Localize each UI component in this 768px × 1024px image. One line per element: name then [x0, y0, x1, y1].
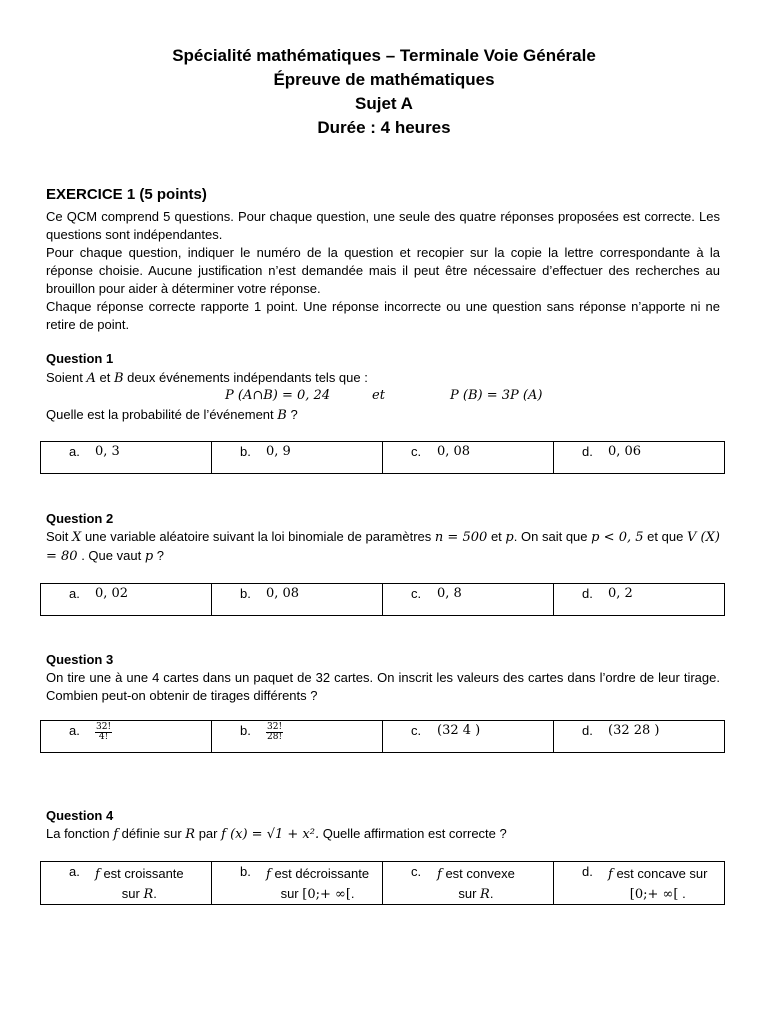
- header-line-3: Sujet A: [355, 94, 413, 113]
- exercise-intro-3: Chaque réponse correcte rapporte 1 point. Une réponse incorrecte ou une question sans réponse n’apporte ni ne retire de point.: [46, 299, 720, 332]
- answer-letter: d.: [582, 586, 593, 601]
- answer-letter: c.: [411, 586, 422, 601]
- question-2-answers: [40, 583, 725, 616]
- question-4-title: Question 4: [46, 808, 114, 823]
- answer-value: 0, 02: [95, 586, 129, 601]
- header-line-4: Durée : 4 heures: [317, 118, 451, 137]
- text: que: [661, 529, 684, 544]
- text: . Que vaut: [81, 548, 142, 563]
- math-var: p: [144, 549, 154, 564]
- math-var: B: [113, 371, 124, 386]
- text: est concave sur: [616, 866, 708, 881]
- answer-value: (32 28 ): [608, 723, 660, 738]
- question-2-text: [46, 528, 720, 566]
- math-var: f: [608, 867, 613, 882]
- text: est convexe: [445, 866, 515, 881]
- text: ?: [290, 407, 298, 422]
- answer-cell[interactable]: [212, 584, 383, 616]
- text: et: [647, 529, 659, 544]
- fraction-numerator: 32!: [267, 722, 283, 732]
- answer-value: 0, 8: [437, 586, 462, 601]
- question-4-answers: [40, 861, 725, 905]
- header-line-1: Spécialité mathématiques – Terminale Voie Générale: [172, 46, 596, 65]
- answer-letter: a.: [69, 586, 80, 601]
- answer-value: 0, 2: [608, 586, 633, 601]
- answer-letter: b.: [240, 444, 251, 459]
- math-var: X: [72, 530, 82, 545]
- text: La fonction: [46, 826, 110, 841]
- answer-letter: d.: [582, 444, 593, 459]
- answer-value: (32 4 ): [437, 723, 481, 738]
- answer-cell[interactable]: [554, 584, 725, 616]
- text: est croissante: [103, 866, 184, 881]
- exercise-intro-1: Ce QCM comprend 5 questions. Pour chaque question, une seule des quatre réponses proposées est correcte. Les questions sont indépendantes.: [46, 209, 720, 242]
- answer-value: 0, 9: [266, 444, 291, 459]
- answer-text: [266, 864, 369, 904]
- answer-value: 0, 06: [608, 444, 642, 459]
- math-expr: f (x) = √1 + x².: [221, 827, 320, 842]
- math-expr: V (X) = 80: [46, 530, 720, 564]
- question-1-ask: [46, 406, 720, 425]
- answer-letter: b.: [240, 864, 251, 879]
- text: sur: [458, 886, 477, 901]
- question-1-et: et: [372, 388, 385, 403]
- text: est décroissante: [274, 866, 370, 881]
- answer-letter: d.: [582, 864, 593, 879]
- math-var: R: [143, 887, 154, 902]
- answer-cell[interactable]: [554, 721, 725, 753]
- answer-cell[interactable]: [383, 721, 554, 753]
- fraction: [95, 723, 112, 742]
- answer-cell[interactable]: [212, 442, 383, 474]
- text: Soit: [46, 529, 69, 544]
- text: Soient: [46, 370, 83, 385]
- answer-text: [95, 864, 184, 904]
- text: une variable aléatoire suivant la loi binomiale de paramètres: [84, 529, 432, 544]
- text: .: [682, 886, 686, 901]
- math-var: A: [86, 371, 96, 386]
- question-1-answers: [40, 441, 725, 474]
- answer-text: [608, 864, 707, 904]
- answer-cell[interactable]: [41, 862, 212, 905]
- answer-letter: c.: [411, 723, 422, 738]
- question-1-text: [46, 369, 720, 388]
- answer-cell[interactable]: [383, 584, 554, 616]
- answer-cell[interactable]: [554, 442, 725, 474]
- answer-letter: b.: [240, 723, 251, 738]
- answer-cell[interactable]: [554, 862, 725, 905]
- math-var: R: [480, 887, 490, 902]
- text: .: [489, 886, 494, 901]
- answer-value: 0, 3: [95, 444, 120, 459]
- answer-cell[interactable]: [41, 584, 212, 616]
- header-line-2: Épreuve de mathématiques: [273, 70, 495, 89]
- text: et: [99, 370, 111, 385]
- math-var: B: [277, 408, 287, 423]
- exercise-intro-2: Pour chaque question, indiquer le numéro de la question et recopier sur la copie la lettre correspondante à la réponse choisie. Aucune justification n’est demandée mais il peut être nécessaire d’effectuer des recherches au brouillon pour aider à déterminer votre réponse.: [46, 245, 720, 296]
- answer-value: 0, 08: [437, 444, 471, 459]
- fraction-numerator: 32!: [96, 722, 112, 732]
- answer-cell[interactable]: [383, 442, 554, 474]
- text: Quelle affirmation est correcte ?: [322, 826, 507, 841]
- math-var: f: [113, 827, 119, 842]
- answer-letter: a.: [69, 864, 80, 879]
- text: Quelle est la probabilité de l’événement: [46, 407, 274, 422]
- question-3-answers: [40, 720, 725, 753]
- answer-cell[interactable]: [212, 721, 383, 753]
- exercise-title: EXERCICE 1 (5 points): [46, 186, 207, 203]
- question-2-title: Question 2: [46, 511, 114, 526]
- question-3-text: On tire une à une 4 cartes dans un paquet de 32 cartes. On inscrit les valeurs des cartes dans l’ordre de leur tirage. Combien peut-on obtenir de tirages différents ?: [46, 670, 720, 703]
- fraction-denominator: 28!: [267, 732, 283, 742]
- answer-letter: b.: [240, 586, 251, 601]
- math-expr: n = 500: [434, 530, 488, 545]
- math-var: p: [505, 530, 514, 545]
- question-1-condition-1: P (A∩B) = 0, 24: [225, 388, 331, 403]
- answer-cell[interactable]: [41, 442, 212, 474]
- answer-cell[interactable]: [212, 862, 383, 905]
- question-1-condition-2: P (B) = 3P (A): [450, 388, 543, 403]
- answer-text: [437, 864, 515, 904]
- text: .: [350, 886, 355, 901]
- text: .: [153, 886, 157, 901]
- text: deux événements indépendants tels que :: [127, 370, 368, 385]
- text: par: [198, 826, 218, 841]
- math-var: R: [185, 827, 196, 842]
- math-var: f: [95, 867, 100, 882]
- answer-cell[interactable]: [383, 862, 554, 905]
- fraction: [266, 723, 283, 742]
- question-1-title: Question 1: [46, 351, 114, 366]
- math-interval: [0;+ ∞[: [302, 887, 351, 902]
- math-var: f: [266, 867, 271, 882]
- answer-letter: c.: [411, 444, 422, 459]
- answer-value: 0, 08: [266, 586, 300, 601]
- answer-letter: a.: [69, 444, 80, 459]
- question-3-title: Question 3: [46, 652, 114, 667]
- math-var: f: [437, 867, 442, 882]
- text: et: [490, 529, 502, 544]
- text: sur: [121, 886, 140, 901]
- text: sur: [280, 886, 299, 901]
- math-expr: p < 0, 5: [591, 530, 644, 545]
- exam-header: [0, 44, 768, 140]
- text: ?: [156, 548, 164, 563]
- answer-letter: d.: [582, 723, 593, 738]
- text: définie sur: [121, 826, 182, 841]
- answer-letter: c.: [411, 864, 422, 879]
- answer-letter: a.: [69, 723, 80, 738]
- text: . On sait que: [513, 529, 588, 544]
- fraction-denominator: 4!: [98, 732, 109, 742]
- answer-cell[interactable]: [41, 721, 212, 753]
- math-interval: [0;+ ∞[: [629, 887, 679, 902]
- question-4-text: [46, 825, 720, 844]
